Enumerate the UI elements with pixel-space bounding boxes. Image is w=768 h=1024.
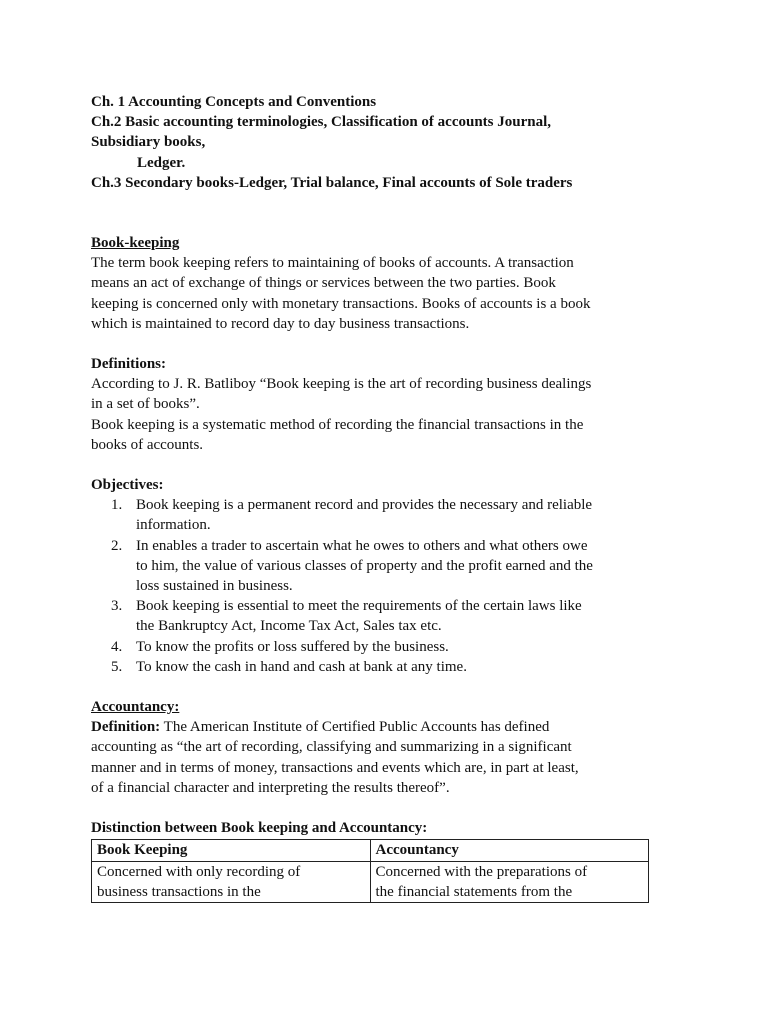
list-item [91, 657, 681, 677]
list-item-line: To know the profits or loss suffered by the business. [136, 638, 449, 655]
paragraph-line: books of accounts. [91, 436, 204, 453]
definition-line [91, 717, 681, 737]
chapter-line: Ch. 1 Accounting Concepts and Conventions [91, 94, 377, 110]
list-item [91, 637, 681, 657]
distinction-table [91, 839, 649, 903]
list-item [91, 536, 681, 597]
bookkeeping-section [91, 233, 681, 334]
paragraph-line: means an act of exchange of things or services between the two parties. Book [91, 275, 556, 292]
objectives-list [91, 495, 681, 677]
accountancy-section [91, 697, 681, 798]
list-number: 2. [111, 537, 123, 554]
paragraph-line: The term book keeping refers to maintaining of books of accounts. A transaction [91, 255, 574, 272]
paragraph-line: which is maintained to record day to day business transactions. [91, 315, 470, 332]
paragraph-line: Book keeping is a systematic method of recording the financial transactions in the [91, 416, 584, 433]
list-number: 4. [111, 638, 123, 655]
section-heading: Distinction between Book keeping and Accountancy: [91, 820, 428, 837]
paragraph-line: According to J. R. Batliboy “Book keeping is the art of recording business dealings [91, 376, 592, 393]
paragraph-line: manner and in terms of money, transactions and events which are, in part at least, [91, 759, 579, 776]
list-item-line: the Bankruptcy Act, Income Tax Act, Sales tax etc. [136, 618, 442, 635]
chapter-line: Subsidiary books, [91, 134, 206, 151]
paragraph-line: of a financial character and interpreting the results thereof”. [91, 779, 450, 796]
chapter-list [91, 92, 681, 193]
list-item-line: to him, the value of various classes of property and the profit earned and the [136, 557, 593, 574]
section-heading: Objectives: [91, 477, 164, 494]
section-heading: Definitions: [91, 356, 166, 373]
list-item-line: Book keeping is essential to meet the requirements of the certain laws like [136, 598, 582, 615]
paragraph-line: keeping is concerned only with monetary transactions. Books of accounts is a book [91, 295, 591, 312]
chapter-line: Ch.2 Basic accounting terminologies, Classification of accounts Journal, [91, 114, 551, 131]
list-item [91, 495, 681, 535]
distinction-section [91, 818, 681, 903]
list-item-line: information. [136, 517, 211, 534]
cell-line: business transactions in the [97, 883, 261, 900]
list-item-line: loss sustained in business. [136, 578, 293, 595]
paragraph-line: accounting as “the art of recording, classifying and summarizing in a significant [91, 739, 572, 756]
chapter-line: Ledger. [137, 154, 186, 171]
definitions-section [91, 354, 681, 455]
table-row [92, 861, 649, 902]
list-number: 1. [111, 497, 123, 514]
table-cell [370, 861, 649, 902]
paragraph-line: in a set of books”. [91, 396, 200, 413]
cell-line: Concerned with the preparations of [375, 863, 588, 880]
cell-line: the financial statements from the [375, 883, 573, 900]
list-item-line: In enables a trader to ascertain what he owes to others and what others owe [136, 537, 588, 554]
table-header-row [92, 840, 649, 861]
section-heading: Book-keeping [91, 235, 180, 252]
cell-line: Concerned with only recording of [97, 863, 301, 880]
table-cell [92, 861, 371, 902]
column-header: Accountancy [370, 840, 649, 861]
list-item-line: To know the cash in hand and cash at bank at any time. [136, 658, 467, 675]
list-item [91, 596, 681, 636]
paragraph-text: The American Institute of Certified Public Accounts has defined [160, 719, 550, 736]
definition-label: Definition: [91, 719, 161, 736]
document-page [91, 92, 681, 903]
list-number: 3. [111, 598, 123, 615]
section-heading: Accountancy: [91, 699, 180, 716]
chapter-line: Ch.3 Secondary books-Ledger, Trial balance, Final accounts of Sole traders [91, 174, 573, 191]
objectives-section [91, 475, 681, 677]
list-item-line: Book keeping is a permanent record and provides the necessary and reliable [136, 497, 593, 514]
column-header: Book Keeping [92, 840, 371, 861]
list-number: 5. [111, 658, 123, 675]
